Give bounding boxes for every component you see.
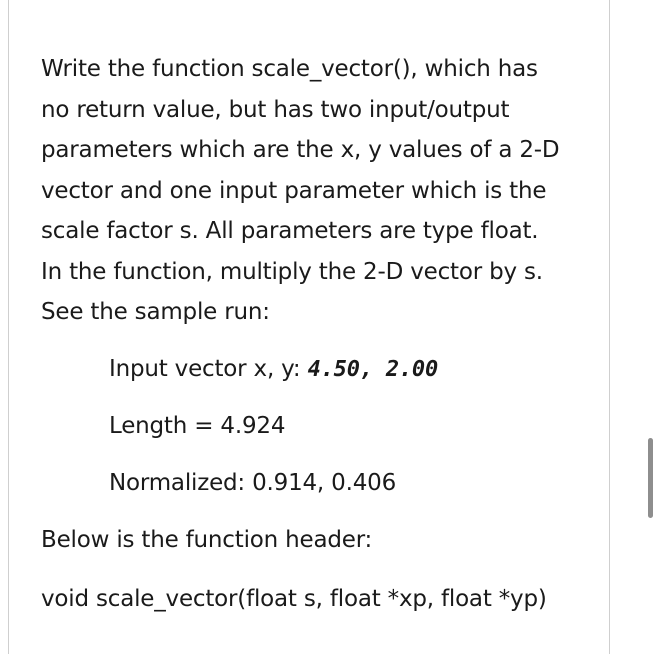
problem-line-1: Write the function scale_vector(), which has <box>41 56 538 82</box>
function-header-code: void scale_vector(float s, float *xp, float *yp) <box>41 585 547 612</box>
sample-length-line: Length = 4.924 <box>109 412 286 439</box>
problem-content <box>41 49 601 612</box>
sample-normalized-line: Normalized: 0.914, 0.406 <box>109 469 397 496</box>
problem-line-7: See the sample run: <box>41 299 270 325</box>
function-header-intro: Below is the function header: <box>41 526 373 553</box>
problem-line-2: no return value, but has two input/output <box>41 96 510 123</box>
sample-input-label: Input vector x, y: <box>109 355 308 382</box>
left-border <box>8 0 9 654</box>
problem-line-3: parameters which are the x, y values of a 2-D <box>41 137 560 163</box>
problem-line-5: scale factor s. All parameters are type float. <box>41 218 539 244</box>
problem-statement <box>41 49 601 333</box>
problem-line-6: In the function, multiply the 2-D vector by s. <box>41 258 543 285</box>
right-border <box>609 0 610 654</box>
sample-input-line <box>41 356 601 382</box>
sample-input-value: 4.50, 2.00 <box>307 356 439 382</box>
scrollbar-thumb[interactable] <box>648 438 653 518</box>
problem-line-4: vector and one input parameter which is the <box>41 177 547 204</box>
